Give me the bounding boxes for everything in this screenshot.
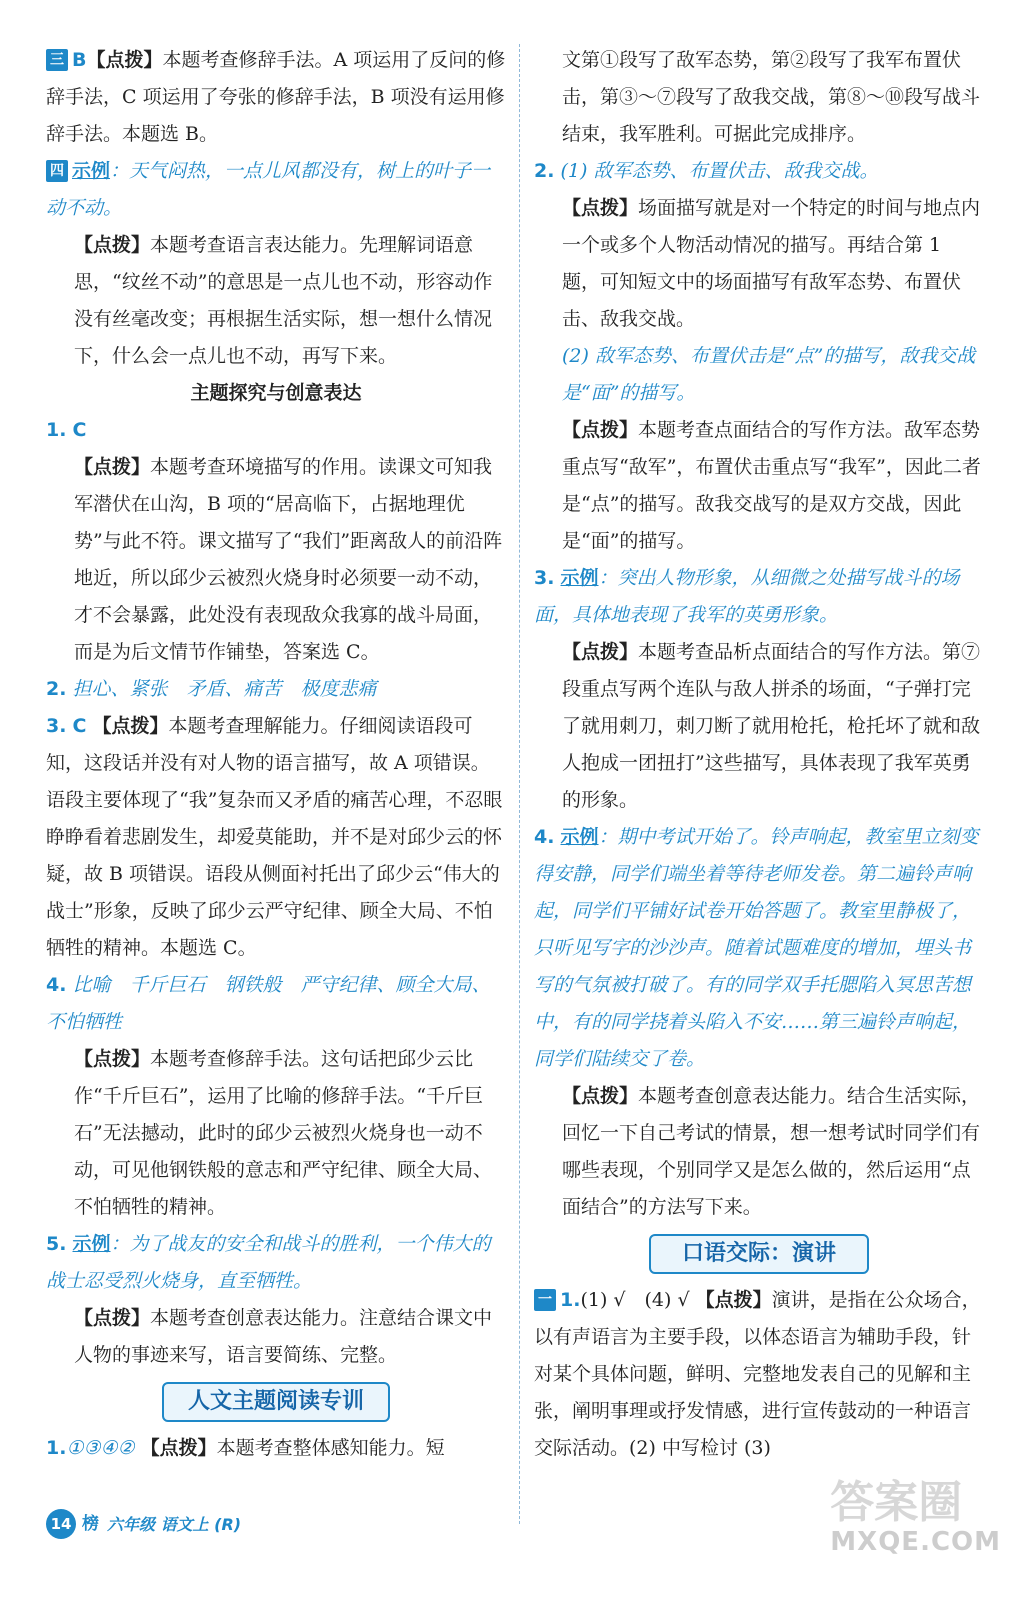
q2: [46, 671, 506, 708]
oral-q1-text: 演讲，是指在公众场合，以有声语言为主要手段，以体态语言为辅助手段，针对某个具体问题，鲜明、完整地发表自己的见解和主张，阐明事理或抒发情感，进行宣传鼓动的一种语言交际活动。(2) 中写检讨 (3): [534, 1289, 981, 1459]
r-q4-explain: [534, 1078, 984, 1226]
q5: [46, 1226, 506, 1300]
oral-box: 一: [534, 1289, 556, 1311]
q2-answer: 担心、紧张 矛盾、痛苦 极度悲痛: [72, 678, 377, 700]
q4: [46, 967, 506, 1041]
r-q3: [534, 560, 984, 634]
r-q2-explain-2: [534, 412, 984, 560]
page-number: 14: [46, 1509, 76, 1539]
r-q2-num: 2.: [534, 160, 555, 182]
r-q3-answer: ：突出人物形象，从细微之处描写战斗的场面，具体地表现了我军的英勇形象。: [534, 567, 960, 626]
r-q3-explain: [534, 634, 984, 819]
page-footer: [46, 1506, 241, 1542]
sec3-tag: 【点拨】: [86, 49, 163, 71]
q1-num: 1.: [46, 419, 67, 441]
sec3-text: 本题考查修辞手法。A 项运用了反问的修辞手法，C 项运用了夸张的修辞手法，B 项没有运用修辞手法。本题选 B。: [46, 49, 506, 145]
sec4-tag: 【点拨】: [74, 234, 151, 256]
section-three: [46, 42, 506, 153]
q1-answer: C: [72, 419, 87, 441]
r-q2-answer-1: (1) 敌军态势、布置伏击、敌我交战。: [560, 160, 879, 182]
q3-text: 本题考查理解能力。仔细阅读语段可知，这段话并没有对人物的语言描写，故 A 项错误。语段主要体现了“我”复杂而又矛盾的痛苦心理，不忍眼睁睁看着悲剧发生，却爱莫能助，并不是对邱少云的怀疑，故 B 项错误。语段从侧面衬托出了邱少云“伟大的战士”形象，反映了邱少云严守纪律、顾全大局、不怕牺牲的精神。本题选 C。: [46, 715, 503, 959]
reading-q1-tag: 【点拨】: [140, 1437, 217, 1459]
r-q4-example-label: 示例: [560, 826, 599, 848]
sec4-example-label: 示例: [72, 160, 111, 182]
reading-q1-text: 本题考查整体感知能力。短: [216, 1437, 445, 1459]
r-q2-answer-2: (2) 敌军态势、布置伏击是“点”的描写，敌我交战是“面”的描写。: [562, 345, 976, 404]
q5-example-label: 示例: [72, 1233, 111, 1255]
q4-tag: 【点拨】: [74, 1048, 151, 1070]
section-four: [46, 153, 506, 227]
reading-q1-num: 1.: [46, 1437, 67, 1459]
r-q2-text-1: 场面描写就是对一个特定的时间与地点内一个或多个人物活动情况的描写。再结合第 1 题，可知短文中的场面描写有敌军态势、布置伏击、敌我交战。: [562, 197, 981, 330]
oral-q1-tag: 【点拨】: [695, 1289, 772, 1311]
q3: [46, 708, 506, 967]
sec4-explain: [46, 227, 506, 375]
q5-tag: 【点拨】: [74, 1307, 151, 1329]
r-q3-tag: 【点拨】: [562, 641, 639, 663]
oral-q1-num: 1.: [560, 1289, 581, 1311]
q1-text: 本题考查环境描写的作用。读课文可知我军潜伏在山沟，B 项的“居高临下，占据地理优势”与此不符。课文描写了“我们”距离敌人的前沿阵地近，所以邱少云被烈火烧身时必须要一动不动，才不会暴露，此处没有表现敌众我寡的战斗局面，而是为后文情节作铺垫，答案选 C。: [74, 456, 503, 663]
sec4-text: 本题考查语言表达能力。先理解词语意思，“纹丝不动”的意思是一点儿也不动，形容动作没有丝毫改变；再根据生活实际，想一想什么情况下，什么会一点儿也不动，再写下来。: [74, 234, 493, 367]
grade-label: 六年级 语文上 (R): [107, 1514, 242, 1534]
q5-text: 本题考查创意表达能力。注意结合课文中人物的事迹来写，语言要简练、完整。: [74, 1307, 493, 1366]
q5-num: 5.: [46, 1233, 67, 1255]
r-q2-text-2: 本题考查点面结合的写作方法。敌军态势重点写“敌军”，布置伏击重点写“我军”，因此二者是“点”的描写。敌我交战写的是双方交战，因此是“面”的描写。: [562, 419, 981, 552]
q4-answer: 比喻 千斤巨石 钢铁般 严守纪律、顾全大局、不怕牺牲: [46, 974, 491, 1033]
r-q2: [534, 153, 984, 190]
q1-tag: 【点拨】: [74, 456, 151, 478]
q2-num: 2.: [46, 678, 67, 700]
oral-banner: 口语交际：演讲: [649, 1234, 869, 1274]
r-q3-num: 3.: [534, 567, 555, 589]
r-q2-tag-2: 【点拨】: [562, 419, 639, 441]
column-divider: [519, 44, 520, 1524]
watermark: [830, 1478, 1001, 1556]
brand-logo: 榜: [82, 1513, 99, 1534]
q4-text: 本题考查修辞手法。这句话把邱少云比作“千斤巨石”，运用了比喻的修辞手法。“千斤巨石”无法撼动，此时的邱少云被烈火烧身也一动不动，可见他钢铁般的意志和严守纪律、顾全大局、不怕牺牲的精神。: [74, 1048, 493, 1218]
q1-explain: [46, 449, 506, 671]
r-q2-explain-1: [534, 190, 984, 338]
section-four-box: 四: [46, 160, 68, 182]
q5-explain: [46, 1300, 506, 1374]
reading-q1: [46, 1430, 506, 1467]
left-column: [46, 42, 506, 1467]
q5-answer: ：为了战友的安全和战斗的胜利，一个伟大的战士忍受烈火烧身，直至牺牲。: [46, 1233, 491, 1292]
watermark-url: MXQE.COM: [830, 1527, 1001, 1557]
sec4-answer: ：天气闷热，一点儿风都没有，树上的叶子一动不动。: [46, 160, 491, 219]
r-q4-answer: ：期中考试开始了。铃声响起，教室里立刻变得安静，同学们端坐着等待老师发卷。第二遍铃声响起，同学们平铺好试卷开始答题了。教室里静极了，只听见写字的沙沙声。随着试题难度的增加，埋头书写的气氛被打破了。有的同学双手托腮陷入冥思苦想中，有的同学挠着头陷入不安……第三遍铃声响起，同学们陆续交了卷。: [534, 826, 979, 1070]
r-q4: [534, 819, 984, 1078]
section-heading: 主题探究与创意表达: [190, 382, 362, 404]
q4-explain: [46, 1041, 506, 1226]
reading-banner: 人文主题阅读专训: [162, 1382, 390, 1422]
q4-num: 4.: [46, 974, 67, 996]
q1: [46, 412, 506, 449]
sec3-answer: B: [72, 49, 87, 71]
r-q4-text: 本题考查创意表达能力。结合生活实际，回忆一下自己考试的情景，想一想考试时同学们有哪些表现，个别同学又是怎么做的，然后运用“点面结合”的方法写下来。: [562, 1085, 981, 1218]
q3-answer: C: [72, 715, 87, 737]
section-three-box: 三: [46, 49, 68, 71]
reading-q1-answer: ①③④②: [66, 1437, 135, 1459]
oral-q1-answer: (1) √ (4) √: [580, 1289, 690, 1311]
r-q4-tag: 【点拨】: [562, 1085, 639, 1107]
r-q3-example-label: 示例: [560, 567, 599, 589]
q3-num: 3.: [46, 715, 67, 737]
oral-q1: [534, 1282, 984, 1467]
r-q2-tag-1: 【点拨】: [562, 197, 639, 219]
r-q4-num: 4.: [534, 826, 555, 848]
r-q3-text: 本题考查品析点面结合的写作方法。第⑦段重点写两个连队与敌人拼杀的场面，“子弹打完了就用刺刀，刺刀断了就用枪托，枪托坏了就和敌人抱成一团扭打”这些描写，具体表现了我军英勇的形象。: [562, 641, 981, 811]
watermark-cn: 答案圈: [830, 1477, 963, 1528]
reading-q1-continued: 文第①段写了敌军态势，第②段写了我军布置伏击，第③～⑦段写了敌我交战，第⑧～⑩段写战斗结束，我军胜利。可据此完成排序。: [562, 49, 981, 145]
q3-tag: 【点拨】: [92, 715, 169, 737]
right-column: [534, 42, 984, 1467]
